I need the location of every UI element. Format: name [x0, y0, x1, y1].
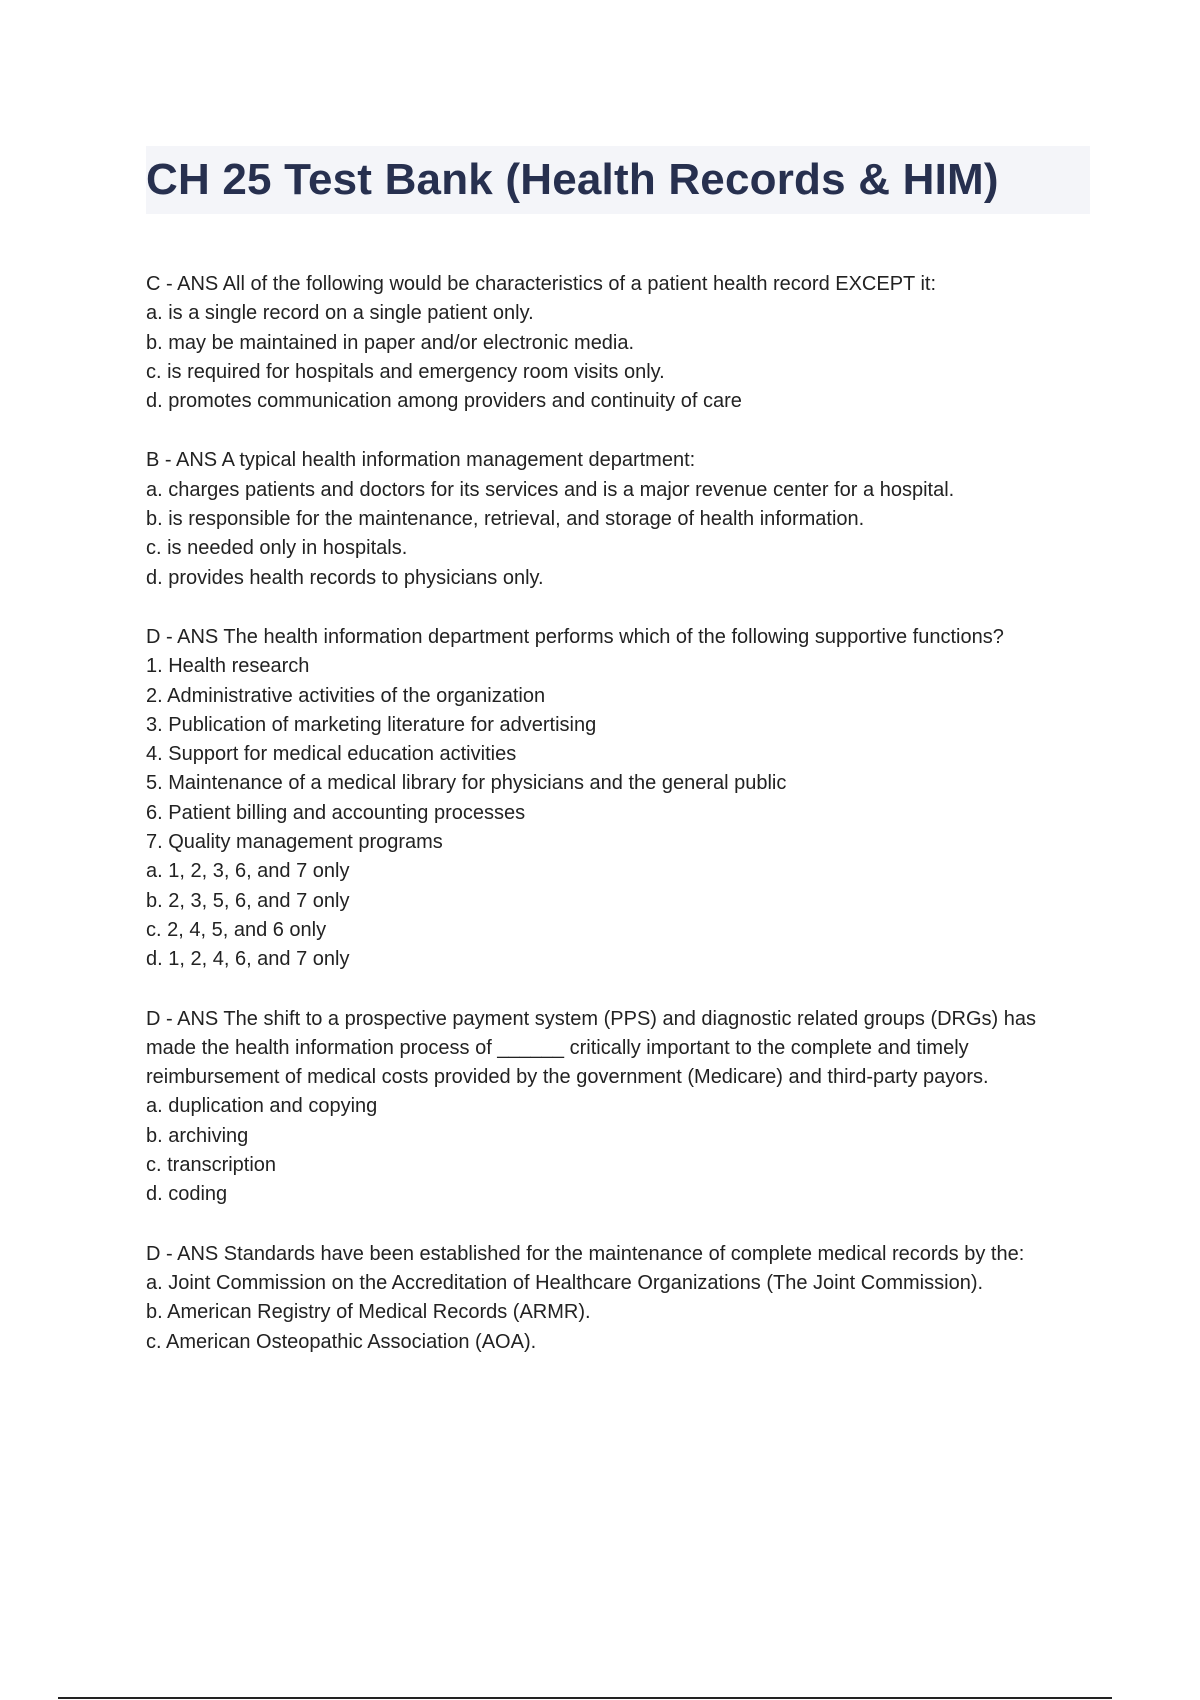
- question-block: [146, 1240, 1086, 1357]
- answer-option: a. Joint Commission on the Accreditation of Healthcare Organizations (The Joint Commission).: [146, 1271, 984, 1294]
- page-title: CH 25 Test Bank (Health Records & HIM): [146, 155, 999, 204]
- answer-option: b. may be maintained in paper and/or electronic media.: [146, 331, 635, 354]
- answer-option: a. charges patients and doctors for its services and is a major revenue center for a hospital.: [146, 478, 955, 501]
- document-body: [146, 270, 1086, 1387]
- answer-option: c. transcription: [146, 1154, 277, 1177]
- answer-option: d. coding: [146, 1183, 228, 1206]
- numbered-item: 1. Health research: [146, 655, 310, 678]
- answer-option: b. American Registry of Medical Records (ARMR).: [146, 1301, 591, 1324]
- numbered-item: 4. Support for medical education activities: [146, 743, 517, 766]
- numbered-item: 5. Maintenance of a medical library for physicians and the general public: [146, 772, 787, 795]
- question-text: D - ANS Standards have been established for the maintenance of complete medical records by the:: [146, 1242, 1025, 1265]
- answer-option: c. 2, 4, 5, and 6 only: [146, 918, 327, 941]
- answer-option: d. promotes communication among providers and continuity of care: [146, 390, 742, 413]
- question-block: [146, 270, 1086, 416]
- question-text: C - ANS All of the following would be characteristics of a patient health record EXCEPT it:: [146, 273, 937, 295]
- question-block: [146, 446, 1086, 592]
- numbered-item: 6. Patient billing and accounting processes: [146, 801, 526, 824]
- answer-option: a. is a single record on a single patient only.: [146, 302, 534, 325]
- numbered-item: 2. Administrative activities of the organization: [146, 684, 546, 707]
- question-text: B - ANS A typical health information management department:: [146, 449, 696, 472]
- page-bottom-rule: [58, 1697, 1112, 1699]
- answer-option: b. 2, 3, 5, 6, and 7 only: [146, 889, 350, 912]
- question-text: D - ANS The health information department performs which of the following supportive functions?: [146, 625, 1004, 648]
- numbered-item: 3. Publication of marketing literature for advertising: [146, 713, 597, 736]
- question-block: [146, 1005, 1086, 1210]
- question-text: D - ANS The shift to a prospective payment system (PPS) and diagnostic related groups (DRGs) has made the health information process of ______ critically important to the complete and timely reimbursement of medical costs provided by the government (Medicare) and third-party payors.: [146, 1007, 1037, 1089]
- answer-option: c. American Osteopathic Association (AOA).: [146, 1330, 537, 1353]
- answer-option: c. is needed only in hospitals.: [146, 537, 408, 560]
- title-banner: [146, 146, 1090, 214]
- numbered-item: 7. Quality management programs: [146, 831, 443, 854]
- answer-option: b. archiving: [146, 1124, 249, 1147]
- answer-option: d. provides health records to physicians only.: [146, 566, 544, 589]
- answer-option: a. 1, 2, 3, 6, and 7 only: [146, 860, 350, 883]
- answer-option: d. 1, 2, 4, 6, and 7 only: [146, 948, 350, 971]
- answer-option: c. is required for hospitals and emergency room visits only.: [146, 360, 665, 383]
- answer-option: b. is responsible for the maintenance, retrieval, and storage of health information.: [146, 508, 865, 531]
- answer-option: a. duplication and copying: [146, 1095, 378, 1118]
- question-block: [146, 623, 1086, 975]
